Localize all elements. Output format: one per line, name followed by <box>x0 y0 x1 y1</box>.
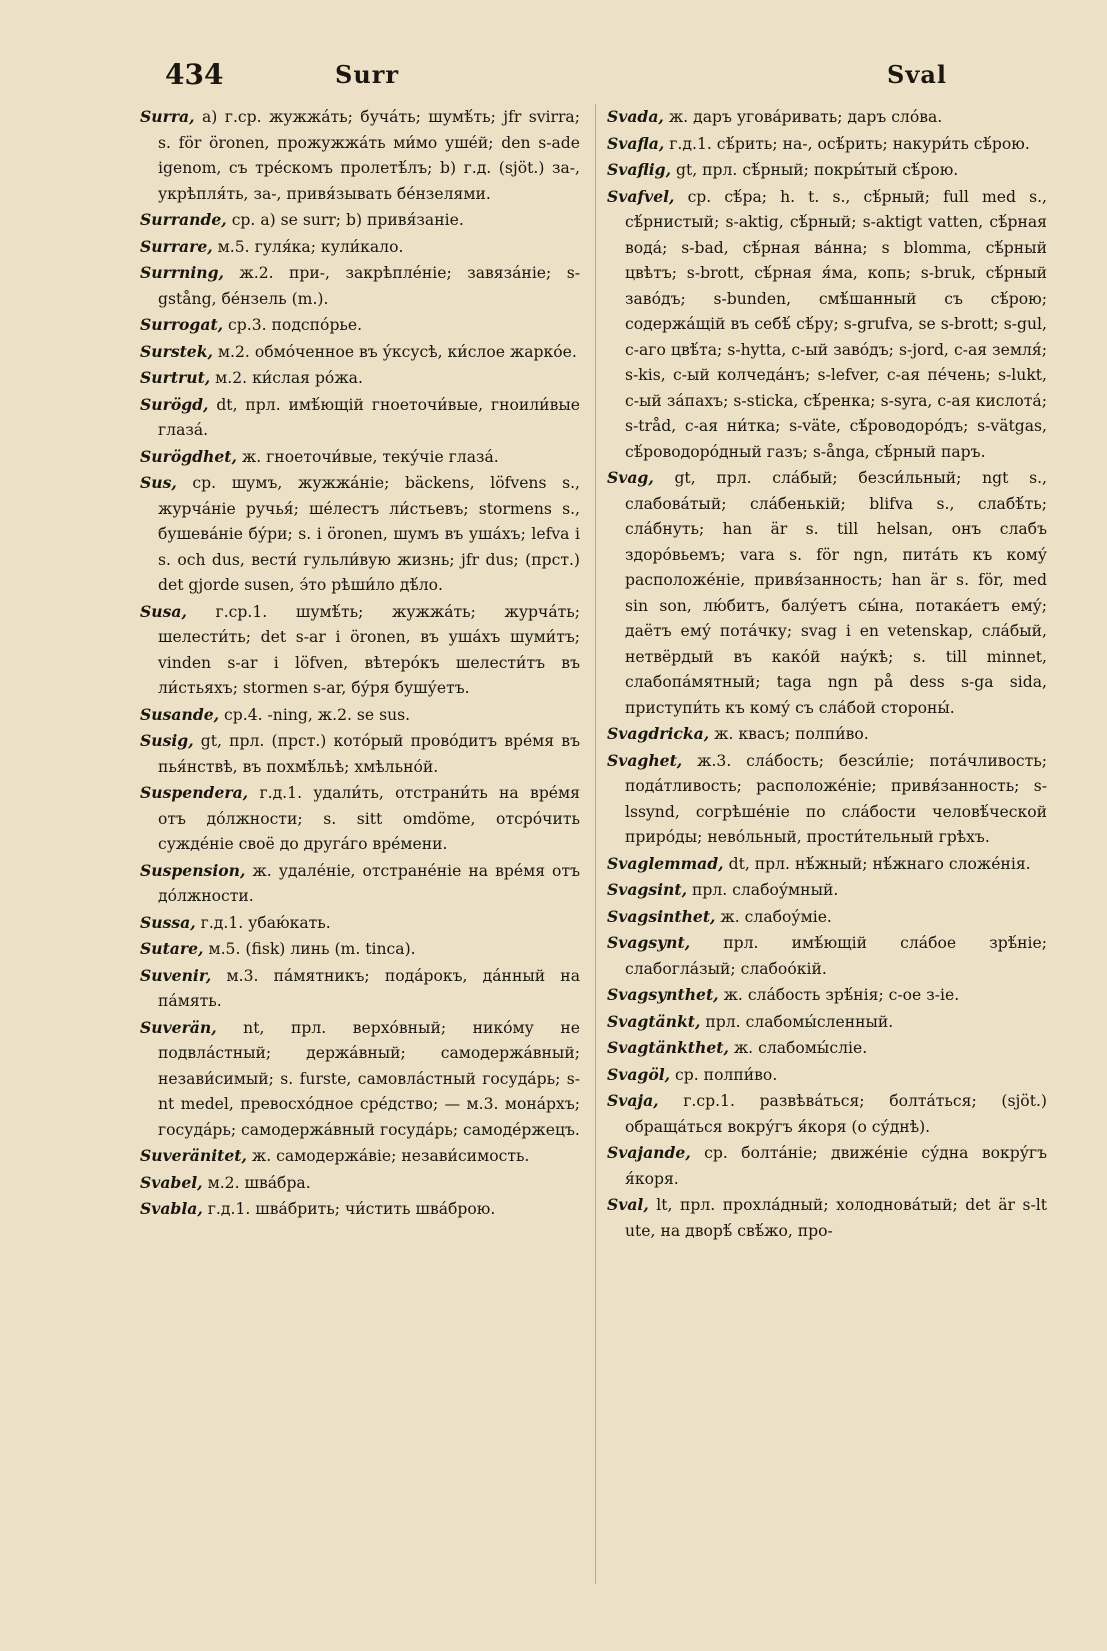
entry-definition: ж.3. сла́бость; безси́ліе; пота́чливость; пода́тливость; расположе́ніе; привя́занность; s-lssynd, согрѣше́ніе по сла́бости человѣ́ческой приро́ды; нево́льный, прости́тельный грѣхъ. <box>625 751 1047 846</box>
dictionary-entry <box>140 104 580 207</box>
entry-definition: м.2. обмо́ченное въ у́ксусѣ, ки́слое жарко́е. <box>212 342 577 361</box>
entry-headword: Svagsint, <box>607 880 688 899</box>
entry-definition: ж. даръ угова́ривать; даръ сло́ва. <box>663 108 943 126</box>
entry-headword: Surrande, <box>140 210 227 229</box>
dictionary-entry <box>607 1088 1047 1140</box>
entry-definition: м.5. гуля́ка; кули́кало. <box>212 237 404 256</box>
dictionary-entry <box>140 339 580 366</box>
entry-headword: Surrare, <box>140 236 213 256</box>
entry-headword: Sval, <box>607 1195 649 1214</box>
entry-definition: lt, прл. прохла́дный; холоднова́тый; det är s-lt ute, на дворѣ́ свѣ́жо, про- <box>625 1196 1047 1240</box>
entry-definition: ср. болта́ніе; движе́ніе су́дна вокру́гъ я́коря. <box>625 1144 1047 1188</box>
entry-definition: прл. слабоу́мный. <box>687 881 839 899</box>
dictionary-entry <box>140 780 580 858</box>
left-guide-word: Surr <box>335 60 400 89</box>
dictionary-entry <box>607 1062 1047 1089</box>
dictionary-entry <box>140 963 580 1015</box>
entry-definition: ср. полпи́во. <box>670 1065 778 1084</box>
right-guide-word: Sval <box>887 60 947 89</box>
entry-headword: Svagsinthet, <box>607 906 716 926</box>
entry-headword: Surrning, <box>140 263 224 282</box>
entry-definition: nt, прл. верхо́вный; нико́му не подвла́стный; держа́вный; самодержа́вный; незави́симый; s. furste, самовла́стный госуда́рь; s-nt medel, превосхо́дное сре́дство; — м.3. мона́рхъ; госуда́рь; самодержа́вный госуда́рь; самоде́ржецъ. <box>158 1018 580 1139</box>
entry-definition: ж. квасъ; полпи́во. <box>709 725 869 743</box>
dictionary-entry <box>607 851 1047 878</box>
dictionary-entry <box>607 1035 1047 1062</box>
page-number: 434 <box>165 58 224 91</box>
entry-headword: Svaglemmad, <box>607 853 724 873</box>
dictionary-entry <box>140 207 580 234</box>
entry-headword: Susa, <box>140 601 187 621</box>
entry-definition: a) г.ср. жужжа́ть; буча́ть; шумѣ́ть; jfr svirra; s. för öronen, прожужжа́ть ми́мо уше́й; den s-ade igenom, съ тре́скомъ пролетѣ́лъ; b) г.д. (sjöt.) за-, укрѣпля́ть, за-, привя́зывать бе́нзелями. <box>158 108 580 203</box>
entry-definition: dt, прл. имѣ́ющій гноеточи́вые, гноили́вые глаза́. <box>158 395 580 439</box>
dictionary-entry <box>607 1192 1047 1244</box>
dictionary-entry <box>140 858 580 910</box>
running-header <box>165 58 1017 98</box>
dictionary-entry <box>140 936 580 963</box>
entry-headword: Suspension, <box>140 860 246 880</box>
entry-definition: ср. сѣ́ра; h. t. s., сѣ́рный; full med s., сѣ́рнистый; s-aktig, сѣ́рный; s-aktigt vatten, сѣ́рная вода́; s-bad, сѣ́рная ва́нна; s blomma, сѣ́рный цвѣтъ; s-brott, сѣ́рная я́ма, копь; s-bruk, сѣ́рный заво́дъ; s-bunden, смѣ́шанный съ сѣ́рою; содержа́щій въ себѣ́ сѣ́ру; s-grufva, se s-brott; s-gul, с-аго цвѣ́та; s-hytta, с-ый заво́дъ; s-jord, с-ая земля́; s-kis, с-ый колчеда́нъ; s-lefver, с-ая пе́чень; s-lukt, с-ый за́пахъ; s-sticka, сѣ́ренка; s-syra, с-ая кислота́; s-tråd, с-ая ни́тка; s-väte, сѣ́роводоро́дъ; s-vätgas, сѣ́роводоро́дный газъ; s-ånga, сѣ́рный паръ. <box>625 187 1047 461</box>
dictionary-entry <box>140 1170 580 1197</box>
entry-headword: Surstek, <box>140 341 213 361</box>
entry-headword: Suveränitet, <box>140 1146 247 1165</box>
left-column <box>140 104 580 1223</box>
entry-headword: Svagtänkt, <box>607 1011 701 1031</box>
entry-definition: м.2. ки́слая ро́жа. <box>210 369 363 387</box>
dictionary-entry <box>607 184 1047 466</box>
entry-headword: Surögd, <box>140 394 209 414</box>
dictionary-entry <box>140 702 580 729</box>
entry-headword: Svagdricka, <box>607 724 710 743</box>
entry-headword: Svaflig, <box>607 160 672 179</box>
dictionary-entry <box>140 1143 580 1170</box>
entry-definition: м.3. па́мятникъ; пода́рокъ, да́нный на па́мять. <box>158 966 580 1010</box>
entry-definition: ж. слабоу́міе. <box>715 907 832 926</box>
entry-headword: Svaghet, <box>607 750 683 770</box>
dictionary-entry <box>140 365 580 392</box>
entry-definition: ср.4. -ning, ж.2. se sus. <box>219 705 411 724</box>
dictionary-entry <box>607 982 1047 1009</box>
dictionary-entry <box>607 465 1047 721</box>
entry-headword: Surögdhet, <box>140 446 237 466</box>
dictionary-entry <box>140 599 580 702</box>
entry-headword: Svag, <box>607 468 654 487</box>
dictionary-entry <box>140 234 580 261</box>
right-column <box>607 104 1047 1244</box>
dictionary-entry <box>607 1009 1047 1036</box>
entry-headword: Svabla, <box>140 1199 203 1218</box>
dictionary-entry <box>607 748 1047 851</box>
entry-definition: ж. сла́бость зрѣ́нія; с-ое з-іе. <box>718 986 960 1004</box>
entry-definition: прл. имѣ́ющій сла́бое зрѣ́ніе; слабогла́зый; слабоо́кій. <box>625 934 1047 978</box>
entry-headword: Surrogat, <box>140 315 224 334</box>
entry-definition: ж. удале́ніе, отстране́ніе на вре́мя отъ до́лжности. <box>158 861 580 905</box>
dictionary-entry <box>607 904 1047 931</box>
entry-headword: Suverän, <box>140 1017 217 1037</box>
entry-definition: ср.3. подспо́рье. <box>223 316 363 334</box>
entry-headword: Svagöl, <box>607 1064 671 1084</box>
entry-definition: ж. самодержа́віе; незави́симость. <box>246 1147 530 1165</box>
entry-headword: Surtrut, <box>140 368 211 387</box>
dictionary-entry <box>140 312 580 339</box>
entry-definition: прл. слабомы́сленный. <box>700 1012 894 1031</box>
entry-definition: г.д.1. удали́ть, отстрани́ть на вре́мя отъ до́лжности; s. sitt omdöme, отсро́чить сужде́ніе своё до друга́го вре́мени. <box>158 784 580 853</box>
entry-headword: Susande, <box>140 704 220 724</box>
entry-definition: gt, прл. (прст.) кото́рый прово́дитъ вре́мя въ пья́нствѣ, въ похмѣ́льѣ; хмѣльно́й. <box>158 732 580 776</box>
dictionary-entry <box>140 1015 580 1144</box>
dictionary-entry <box>607 1140 1047 1192</box>
entry-headword: Suvenir, <box>140 965 212 985</box>
entry-definition: ж. слабомы́сліе. <box>728 1039 868 1057</box>
entry-definition: dt, прл. нѣ́жный; нѣ́жнаго сложе́нія. <box>723 854 1031 873</box>
entry-definition: м.2. шва́бра. <box>202 1173 311 1192</box>
dictionary-entry <box>140 444 580 471</box>
entry-headword: Sutare, <box>140 939 204 958</box>
dictionary-entry <box>140 470 580 599</box>
entry-headword: Svabel, <box>140 1172 203 1192</box>
entry-headword: Svagtänkthet, <box>607 1038 729 1057</box>
dictionary-entry <box>607 157 1047 184</box>
entry-headword: Suspendera, <box>140 783 249 802</box>
entry-definition: г.ср.1. развѣва́ться; болта́ться; (sjöt.) обраща́ться вокру́гъ я́коря (о су́днѣ). <box>625 1092 1047 1136</box>
dictionary-entry <box>140 392 580 444</box>
entry-definition: gt, прл. сла́бый; безси́льный; ngt s., слабова́тый; сла́бенькій; blifva s., слабѣ́ть; сла́бнуть; han är s. till helsan, онъ слабъ здоро́вьемъ; vara s. för ngn, пита́ть къ кому́ расположе́ніе, привя́занность; han är s. för, med sin son, лю́битъ, балу́етъ сы́на, потака́етъ ему́; даётъ ему́ пота́чку; svag i en vetenskap, сла́бый, нетвёрдый въ како́й нау́кѣ; s. till minnet, слабопа́мятный; taga ngn på dess s-ga sida, приступи́ть къ кому́ съ сла́бой стороны́. <box>625 469 1047 717</box>
dictionary-entry <box>140 260 580 312</box>
dictionary-entry <box>607 721 1047 748</box>
column-divider <box>595 104 596 1584</box>
entry-headword: Svaja, <box>607 1091 659 1110</box>
entry-definition: ж. гноеточи́вые, теку́чіе глаза́. <box>236 447 499 466</box>
entry-headword: Surra, <box>140 107 195 126</box>
entry-definition: г.ср.1. шумѣ́ть; жужжа́ть; журча́ть; шелести́ть; det s-ar i öronen, въ уша́хъ шуми́тъ; vinden s-ar i löfven, вѣтеро́къ шелести́тъ въ ли́стьяхъ; stormen s-ar, бу́ря бушу́етъ. <box>158 602 580 697</box>
entry-headword: Susig, <box>140 731 194 750</box>
dictionary-entry <box>607 131 1047 158</box>
entry-headword: Svafla, <box>607 133 665 153</box>
entry-headword: Svagsynt, <box>607 933 691 952</box>
entry-definition: ж.2. при-, закрѣпле́ніе; завяза́ніе; s-gstång, бе́нзель (m.). <box>158 264 580 308</box>
dictionary-entry <box>140 1196 580 1223</box>
dictionary-entry <box>140 910 580 937</box>
dictionary-entry <box>607 104 1047 131</box>
entry-headword: Svada, <box>607 107 664 126</box>
entry-definition: г.д.1. сѣ́рить; на-, осѣ́рить; накури́ть сѣ́рою. <box>664 134 1030 153</box>
entry-definition: м.5. (fisk) линь (m. tinca). <box>203 940 416 958</box>
entry-headword: Svafvel, <box>607 186 675 206</box>
entry-definition: ср. a) se surr; b) привя́заніе. <box>226 211 464 229</box>
entry-headword: Sus, <box>140 473 177 492</box>
entry-definition: г.д.1. убаю́кать. <box>195 913 331 932</box>
entry-headword: Svagsynthet, <box>607 985 719 1004</box>
dictionary-entry <box>607 877 1047 904</box>
dictionary-entry <box>140 728 580 780</box>
entry-definition: ср. шумъ, жужжа́ніе; bäckens, löfvens s., журча́ніе ручья́; ше́лестъ ли́стьевъ; stormens s., бушева́ніе бу́ри; s. i öronen, шумъ въ уша́хъ; lefva i s. och dus, вести́ гульли́вую жизнь; jfr dus; (прст.) det gjorde susen, э́то рѣши́ло дѣ́ло. <box>158 474 580 594</box>
entry-definition: gt, прл. сѣ́рный; покры́тый сѣ́рою. <box>671 161 959 179</box>
entry-headword: Svajande, <box>607 1143 691 1162</box>
dictionary-entry <box>607 930 1047 982</box>
entry-definition: г.д.1. шва́брить; чи́стить шва́брою. <box>202 1200 496 1218</box>
entry-headword: Sussa, <box>140 912 196 932</box>
